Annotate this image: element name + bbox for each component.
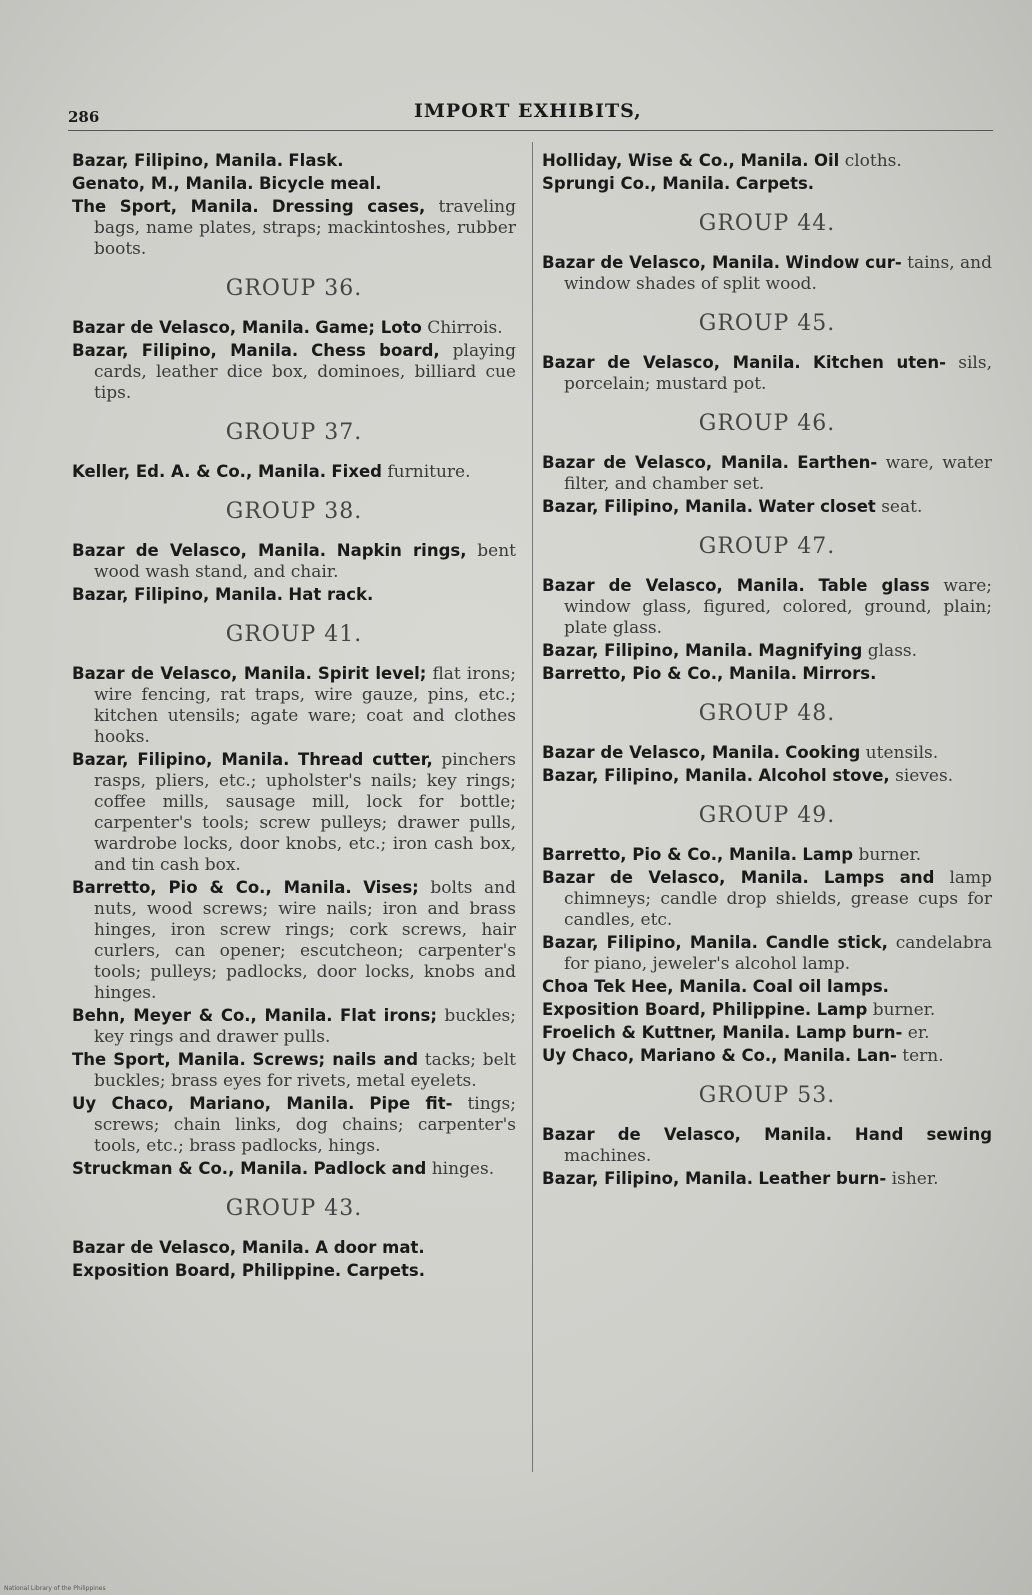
exhibitor-name: Barretto, Pio & Co., Manila.	[542, 845, 798, 864]
exhibit-entry	[542, 1168, 992, 1190]
exhibit-items: flat irons; wire fencing, rat traps, wire gauze, pins, etc.; kitchen utensils; agate ware; coat and clothes hooks.	[94, 664, 517, 747]
exhibit-lead: Pipe fit-	[369, 1094, 453, 1113]
exhibit-lead: Screws; nails and	[252, 1050, 419, 1069]
exhibitor-name: Bazar, Filipino, Manila.	[72, 585, 283, 604]
group-heading: GROUP 44.	[698, 211, 836, 236]
exhibitor-name: Sprungi Co., Manila.	[542, 174, 731, 193]
group-heading: GROUP 46.	[698, 411, 836, 436]
exhibit-entry	[72, 1260, 516, 1282]
exhibit-lead: Lamp	[816, 1000, 868, 1019]
exhibit-entry	[72, 340, 516, 404]
exhibit-lead: Coal oil lamps.	[752, 977, 889, 996]
running-title: IMPORT EXHIBITS,	[414, 100, 642, 122]
exhibit-entry	[542, 765, 992, 787]
exhibit-lead: Dressing cases,	[271, 197, 426, 216]
exhibit-entry	[542, 1022, 992, 1044]
exhibitor-name: Struckman & Co., Manila.	[72, 1159, 309, 1178]
page-number: 286	[68, 108, 100, 126]
exhibit-lead: Napkin rings,	[336, 541, 467, 560]
right-column	[542, 150, 992, 1191]
exhibit-lead: Lan-	[856, 1046, 897, 1065]
exhibit-items: utensils.	[865, 743, 939, 763]
exhibit-entry	[72, 1158, 516, 1180]
exhibit-entry	[542, 452, 992, 495]
exhibit-lead: Thread cutter,	[298, 750, 433, 769]
exhibit-items: seat.	[881, 497, 923, 517]
exhibit-items: hinges.	[431, 1159, 495, 1179]
exhibit-lead: Mirrors.	[802, 664, 877, 683]
exhibit-entry	[542, 976, 992, 998]
exhibitor-name: Bazar de Velasco, Manila.	[542, 353, 801, 372]
exhibit-items: candelabra for piano, jeweler's alcohol lamp.	[564, 933, 993, 974]
exhibit-items: pinchers rasps, pliers, etc.; upholster's nails; key rings; coffee mills, sausage mill, lock for bottle; carpenter's tools; screw pulleys; drawer pulls, wardrobe locks, door knobs, etc.; iron cash box, and tin cash box.	[94, 750, 517, 875]
exhibit-lead: Fixed	[331, 462, 382, 481]
exhibit-items: isher.	[891, 1169, 939, 1189]
exhibit-lead: Window cur-	[785, 253, 902, 272]
exhibit-entry	[72, 663, 516, 748]
exhibitor-name: Bazar, Filipino, Manila.	[72, 750, 290, 769]
exhibit-lead: Vises;	[363, 878, 419, 897]
exhibitor-name: Exposition Board, Philippine.	[542, 1000, 812, 1019]
exhibitor-name: Bazar de Velasco, Manila.	[542, 1125, 833, 1144]
exhibit-items: sieves.	[895, 766, 954, 786]
exhibitor-name: Uy Chaco, Mariano, Manila.	[72, 1094, 355, 1113]
group-heading: GROUP 45.	[698, 311, 836, 336]
exhibit-items: tacks; belt buckles; brass eyes for rivets, metal eyelets.	[94, 1050, 517, 1091]
group-heading: GROUP 43.	[225, 1196, 363, 1221]
exhibit-items: glass.	[867, 641, 918, 661]
exhibitor-name: Holliday, Wise & Co., Manila.	[542, 151, 809, 170]
exhibitor-name: Bazar de Velasco, Manila.	[72, 318, 310, 337]
exhibitor-name: Barretto, Pio & Co., Manila.	[72, 878, 352, 897]
exhibitor-name: Bazar, Filipino, Manila.	[542, 933, 758, 952]
group-heading: GROUP 47.	[698, 534, 836, 559]
exhibit-entry	[72, 749, 516, 876]
left-column	[72, 150, 516, 1283]
exhibitor-name: Exposition Board, Philippine.	[72, 1261, 342, 1280]
exhibitor-name: Bazar, Filipino, Manila.	[542, 1169, 753, 1188]
exhibitor-name: Bazar, Filipino, Manila.	[542, 497, 753, 516]
group-heading: GROUP 41.	[225, 622, 363, 647]
exhibit-items: lamp chimneys; candle drop shields, grease cups for candles, etc.	[564, 868, 993, 930]
exhibitor-name: Bazar de Velasco, Manila.	[72, 664, 312, 683]
exhibitor-name: Uy Chaco, Mariano & Co., Manila.	[542, 1046, 852, 1065]
exhibit-lead: Carpets.	[735, 174, 815, 193]
exhibit-lead: Game; Loto	[315, 318, 422, 337]
exhibit-lead: Kitchen uten-	[813, 353, 946, 372]
exhibitor-name: Barretto, Pio & Co., Manila.	[542, 664, 798, 683]
exhibit-entry	[72, 1049, 516, 1092]
exhibit-items: playing cards, leather dice box, dominoes, billiard cue tips.	[94, 341, 516, 403]
exhibit-entry	[542, 932, 992, 975]
exhibit-lead: Oil	[813, 151, 840, 170]
exhibit-entry	[542, 575, 992, 639]
exhibit-items: tings; screws; chain links, dog chains; carpenter's tools, etc.; brass padlocks, hings.	[94, 1094, 517, 1156]
exhibitor-name: Bazar de Velasco, Manila.	[542, 453, 789, 472]
exhibit-items: burner.	[872, 1000, 936, 1020]
exhibitor-name: Froelich & Kuttner, Manila.	[542, 1023, 791, 1042]
group-heading: GROUP 49.	[698, 803, 836, 828]
source-tag: National Library of the Philippines	[4, 1585, 106, 1592]
exhibit-entry	[542, 867, 992, 931]
exhibit-lead: Carpets.	[346, 1261, 425, 1280]
exhibitor-name: Bazar, Filipino, Manila.	[72, 341, 299, 360]
exhibit-lead: Hat rack.	[288, 585, 374, 604]
exhibitor-name: Bazar, Filipino, Manila.	[72, 151, 283, 170]
exhibit-lead: Hand sewing	[854, 1125, 993, 1144]
exhibit-entry	[542, 999, 992, 1021]
exhibit-entry	[542, 844, 992, 866]
exhibit-lead: Table glass	[818, 576, 930, 595]
exhibit-lead: Flat irons;	[339, 1006, 437, 1025]
exhibit-items: ware; window glass, figured, colored, ground, plain; plate glass.	[564, 576, 992, 638]
exhibit-lead: A door mat.	[315, 1238, 425, 1257]
exhibit-lead: Padlock and	[313, 1159, 427, 1178]
exhibitor-name: Bazar de Velasco, Manila.	[542, 868, 809, 887]
exhibit-items: tern.	[902, 1046, 944, 1066]
exhibit-lead: Lamp	[802, 845, 854, 864]
exhibit-entry	[542, 742, 992, 764]
group-heading: GROUP 37.	[225, 420, 363, 445]
group-heading: GROUP 36.	[225, 276, 363, 301]
exhibit-entry	[542, 1124, 992, 1167]
exhibitor-name: Bazar, Filipino, Manila.	[542, 766, 753, 785]
exhibit-entry	[72, 1237, 516, 1259]
exhibit-entry	[72, 317, 516, 339]
exhibit-entry	[72, 877, 516, 1004]
exhibit-lead: Spirit level;	[317, 664, 427, 683]
page-header	[68, 100, 988, 130]
exhibit-items: er.	[907, 1023, 930, 1043]
exhibit-items: burner.	[858, 845, 922, 865]
exhibit-entry	[72, 540, 516, 583]
exhibitor-name: Bazar de Velasco, Manila.	[72, 1238, 310, 1257]
exhibit-items: buckles; key rings and drawer pulls.	[94, 1006, 516, 1047]
exhibit-lead: Bicycle meal.	[258, 174, 382, 193]
exhibit-lead: Magnifying	[758, 641, 863, 660]
exhibit-items: traveling bags, name plates, straps; mackintoshes, rubber boots.	[94, 197, 516, 259]
group-heading: GROUP 53.	[698, 1083, 836, 1108]
exhibit-entry	[542, 252, 992, 295]
exhibit-items: machines.	[564, 1146, 652, 1166]
exhibit-entry	[72, 1093, 516, 1157]
exhibitor-name: Choa Tek Hee, Manila.	[542, 977, 748, 996]
exhibit-items: cloths.	[844, 151, 902, 171]
column-divider	[532, 142, 533, 1472]
group-heading: GROUP 48.	[698, 701, 836, 726]
exhibit-entry	[542, 496, 992, 518]
exhibit-lead: Lamps and	[823, 868, 935, 887]
exhibit-entry	[72, 173, 516, 195]
exhibit-entry	[542, 352, 992, 395]
exhibit-entry	[72, 150, 516, 172]
exhibitor-name: Bazar, Filipino, Manila.	[542, 641, 753, 660]
exhibit-entry	[542, 640, 992, 662]
exhibitor-name: The Sport, Manila.	[72, 197, 259, 216]
exhibit-lead: Chess board,	[311, 341, 440, 360]
exhibit-entry	[542, 663, 992, 685]
exhibit-items: ware, water filter, and chamber set.	[564, 453, 993, 494]
exhibitor-name: Genato, M., Manila.	[72, 174, 254, 193]
exhibit-lead: Flask.	[288, 151, 344, 170]
exhibit-lead: Lamp burn-	[795, 1023, 903, 1042]
exhibit-items: bent wood wash stand, and chair.	[94, 541, 516, 582]
group-heading: GROUP 38.	[225, 499, 363, 524]
exhibit-items: Chirrois.	[427, 318, 503, 338]
exhibitor-name: Bazar de Velasco, Manila.	[542, 743, 780, 762]
exhibit-entry	[72, 584, 516, 606]
exhibitor-name: Bazar de Velasco, Manila.	[72, 541, 327, 560]
exhibit-entry	[72, 461, 516, 483]
exhibitor-name: Keller, Ed. A. & Co., Manila.	[72, 462, 326, 481]
exhibit-items: tains, and window shades of split wood.	[564, 253, 993, 294]
exhibit-entry	[542, 150, 992, 172]
exhibit-entry	[72, 1005, 516, 1048]
exhibitor-name: Bazar de Velasco, Manila.	[542, 576, 805, 595]
exhibit-entry	[542, 173, 992, 195]
exhibit-lead: Leather burn-	[758, 1169, 887, 1188]
exhibit-items: furniture.	[387, 462, 471, 482]
exhibit-items: sils, porcelain; mustard pot.	[564, 353, 992, 394]
exhibit-items: bolts and nuts, wood screws; wire nails; iron and brass hinges, iron screw rings; cork screws, hair curlers, can opener; escutcheon; carpenter's tools; pulleys; padlocks, door locks, knobs and hinges.	[94, 878, 516, 1003]
exhibit-entry	[72, 196, 516, 260]
exhibit-lead: Alcohol stove,	[758, 766, 890, 785]
exhibit-entry	[542, 1045, 992, 1067]
exhibit-lead: Cooking	[785, 743, 861, 762]
exhibitor-name: Bazar de Velasco, Manila.	[542, 253, 780, 272]
exhibit-lead: Earthen-	[797, 453, 878, 472]
exhibitor-name: The Sport, Manila.	[72, 1050, 246, 1069]
exhibit-lead: Water closet	[758, 497, 876, 516]
exhibit-lead: Candle stick,	[765, 933, 888, 952]
exhibitor-name: Behn, Meyer & Co., Manila.	[72, 1006, 333, 1025]
header-rule	[68, 130, 993, 131]
